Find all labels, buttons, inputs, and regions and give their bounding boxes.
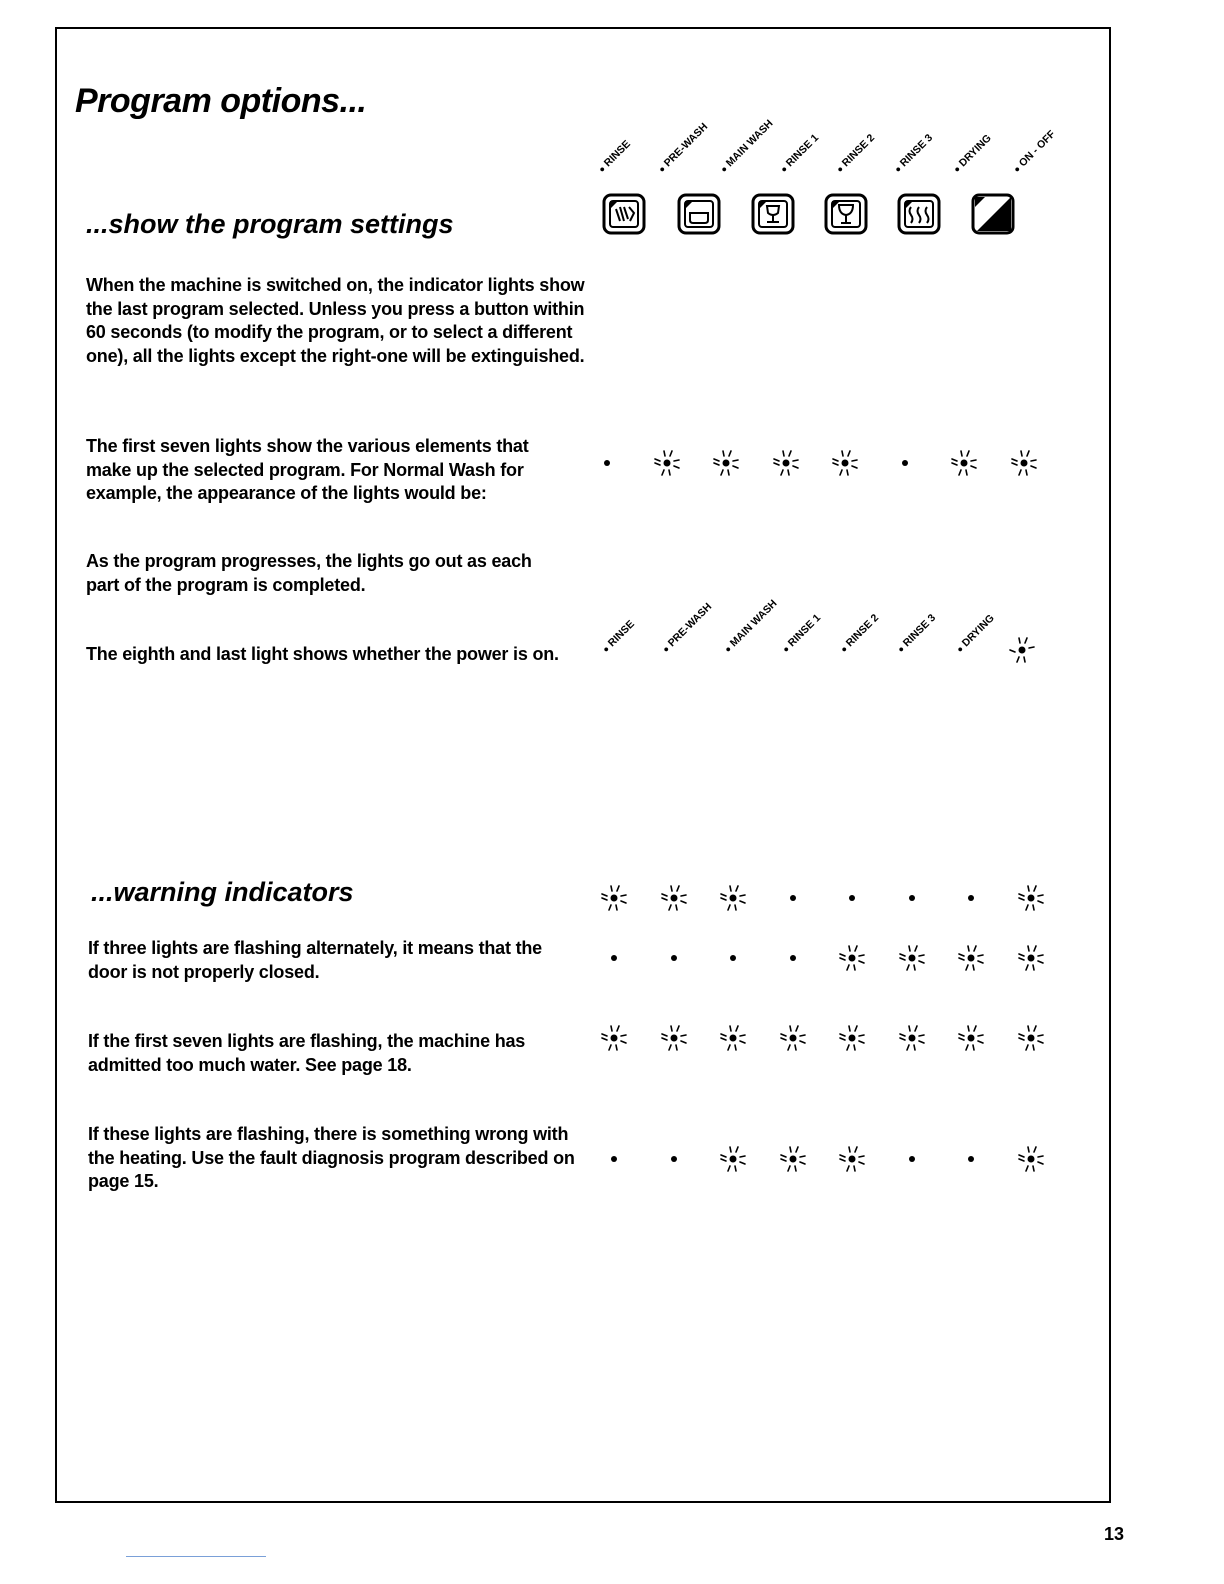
label-rinse-2: ● RINSE 2 bbox=[838, 612, 881, 655]
label-main-wash: ● MAIN WASH bbox=[722, 597, 780, 655]
indicator-light-off bbox=[597, 1142, 631, 1176]
indicator-light-flashing bbox=[769, 446, 803, 480]
warning-water-text: If the first seven lights are flashing, the machine has admitted too much water. See page 18. bbox=[88, 1031, 526, 1075]
indicator-light-flashing bbox=[835, 1021, 869, 1055]
indicator-light-flashing bbox=[597, 881, 631, 915]
heat-waves-icon bbox=[897, 193, 941, 235]
label-rinse-1: ● RINSE 1 bbox=[780, 612, 823, 655]
label-rinse-1: ● RINSE 1 bbox=[778, 132, 821, 175]
paragraph-first-seven-lights: The first seven lights show the various elements that make up the selected program. For Normal Wash for example, the appearance of the lights would be: bbox=[86, 436, 529, 503]
indicator-light-off bbox=[657, 1142, 691, 1176]
indicator-light-flashing bbox=[895, 1021, 929, 1055]
on-off-icon bbox=[971, 193, 1015, 235]
label-rinse-2: ● RINSE 2 bbox=[834, 132, 877, 175]
indicator-light-flashing bbox=[597, 1021, 631, 1055]
indicator-light-off bbox=[954, 1142, 988, 1176]
indicator-light-flashing bbox=[776, 1021, 810, 1055]
label-rinse-3: ● RINSE 3 bbox=[892, 132, 935, 175]
page-number: 13 bbox=[1104, 1524, 1125, 1544]
indicator-light-off bbox=[888, 446, 922, 480]
indicator-light-off bbox=[590, 446, 624, 480]
wine-glass-icon bbox=[824, 193, 868, 235]
indicator-light-flashing bbox=[650, 446, 684, 480]
label-drying: ● DRYING bbox=[951, 132, 994, 175]
indicator-light-flashing bbox=[828, 446, 862, 480]
label-pre-wash: ● PRE-WASH bbox=[660, 601, 714, 655]
indicator-light-flashing bbox=[716, 1021, 750, 1055]
indicator-light-flashing bbox=[954, 1021, 988, 1055]
indicator-light-flashing bbox=[895, 941, 929, 975]
indicator-light-flashing bbox=[1007, 446, 1041, 480]
label-rinse: ● RINSE bbox=[596, 138, 633, 175]
section-heading-warnings: ...warning indicators bbox=[91, 877, 354, 907]
paragraph-switch-on: When the machine is switched on, the indicator lights show the last program selected. Unless you press a button within 60 seconds (to modify the program, or to select a different one), all the lights except the right-one will be extinguished. bbox=[86, 275, 585, 366]
page-frame bbox=[55, 27, 1111, 1503]
label-pre-wash: ● PRE-WASH bbox=[656, 121, 710, 175]
indicator-light-flashing bbox=[657, 1021, 691, 1055]
label-on-off: ● ON - OFF bbox=[1011, 128, 1058, 175]
section-heading-settings: ...show the program settings bbox=[86, 209, 454, 239]
footer-rule bbox=[126, 1556, 266, 1557]
indicator-light-off bbox=[776, 941, 810, 975]
label-main-wash: ● MAIN WASH bbox=[718, 117, 776, 175]
indicator-light-off bbox=[716, 941, 750, 975]
label-rinse: ● RINSE bbox=[600, 618, 637, 655]
indicator-light-flashing bbox=[716, 881, 750, 915]
indicator-light-flashing bbox=[657, 881, 691, 915]
indicator-light-flashing bbox=[947, 446, 981, 480]
indicator-light-off bbox=[835, 881, 869, 915]
warning-door-text: If three lights are flashing alternately, it means that the door is not properly closed. bbox=[88, 938, 542, 982]
spray-rinse-icon bbox=[602, 193, 646, 235]
indicator-light-off bbox=[657, 941, 691, 975]
power-light-flashing bbox=[1005, 633, 1039, 667]
indicator-light-flashing bbox=[835, 1142, 869, 1176]
indicator-light-off bbox=[895, 881, 929, 915]
indicator-light-off bbox=[895, 1142, 929, 1176]
paragraph-progress: As the program progresses, the lights go out as each part of the program is completed. bbox=[86, 551, 532, 595]
warning-heating-text: If these lights are flashing, there is something wrong with the heating. Use the fault diagnosis program described on page 15. bbox=[88, 1124, 575, 1191]
indicator-light-flashing bbox=[1014, 1142, 1048, 1176]
indicator-light-off bbox=[597, 941, 631, 975]
paragraph-eighth-light: The eighth and last light shows whether the power is on. bbox=[86, 644, 559, 664]
indicator-light-flashing bbox=[1014, 1021, 1048, 1055]
indicator-light-flashing bbox=[709, 446, 743, 480]
indicator-light-flashing bbox=[1014, 881, 1048, 915]
indicator-light-flashing bbox=[954, 941, 988, 975]
cup-icon bbox=[677, 193, 721, 235]
page-title: Program options... bbox=[75, 82, 367, 120]
indicator-light-off bbox=[776, 881, 810, 915]
label-rinse-3: ● RINSE 3 bbox=[895, 612, 938, 655]
indicator-light-flashing bbox=[1014, 941, 1048, 975]
indicator-light-flashing bbox=[716, 1142, 750, 1176]
indicator-light-flashing bbox=[835, 941, 869, 975]
label-drying: ● DRYING bbox=[954, 612, 997, 655]
indicator-light-flashing bbox=[776, 1142, 810, 1176]
glass-stem-icon bbox=[751, 193, 795, 235]
indicator-light-off bbox=[954, 881, 988, 915]
